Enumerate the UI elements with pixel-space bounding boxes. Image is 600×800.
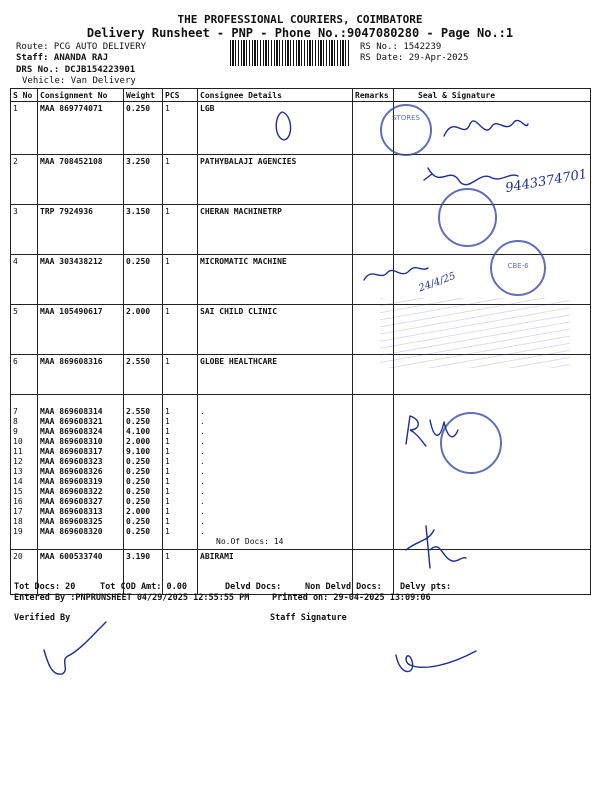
col-pcs: PCS bbox=[163, 89, 198, 102]
seal-stamp-icon: CBE-6 bbox=[490, 240, 546, 296]
cell-consignment: MAA 869608316 bbox=[38, 355, 124, 395]
col-consignee: Consignee Details bbox=[198, 89, 353, 102]
group-weight-list: 2.550 0.250 4.100 2.000 9.100 0.250 0.250 0.250 0.250 0.250 2.000 0.250 0.250 bbox=[124, 395, 163, 550]
signature-icon bbox=[420, 160, 520, 200]
cell-remarks bbox=[353, 155, 394, 205]
cell-pcs: 1 bbox=[163, 305, 198, 355]
cell-pcs: 1 bbox=[163, 255, 198, 305]
cell-consignee: ABIRAMI bbox=[198, 550, 353, 595]
cell-pcs: 1 bbox=[163, 550, 198, 595]
signature-icon bbox=[400, 520, 470, 575]
faded-stamp-icon bbox=[380, 298, 570, 368]
group-pcs-list: 1 1 1 1 1 1 1 1 1 1 1 1 1 bbox=[163, 395, 198, 550]
verifier-signature-icon bbox=[40, 620, 110, 680]
table-row bbox=[11, 550, 591, 595]
signature-icon bbox=[440, 110, 530, 150]
col-sno: S No bbox=[11, 89, 38, 102]
cell-consignment: MAA 105490617 bbox=[38, 305, 124, 355]
group-consignment-list: MAA 869608314 MAA 869608321 MAA 869608324 MAA 869608310 MAA 869608317 MAA 869608323 MAA 869608326 MAA 869608319 MAA 869608322 MAA 869608327 MAA 869608313 MAA 869608325 MAA 869608320 bbox=[38, 395, 124, 550]
delivery-points: Delvy pts: bbox=[400, 582, 452, 592]
col-remarks: Remarks bbox=[353, 89, 394, 102]
barcode-icon bbox=[230, 40, 350, 66]
cell-pcs: 1 bbox=[163, 102, 198, 155]
verified-by: Verified By bbox=[14, 613, 71, 623]
cell-consignee: PATHYBALAJI AGENCIES bbox=[198, 155, 353, 205]
cell-sno: 20 bbox=[11, 550, 38, 595]
staff-signature-icon bbox=[390, 625, 480, 685]
rs-number: RS No.: 1542239 bbox=[360, 42, 442, 52]
company-name: THE PROFESSIONAL COURIERS, COIMBATORE bbox=[177, 13, 423, 26]
cell-pcs: 1 bbox=[163, 205, 198, 255]
cell-pcs: 1 bbox=[163, 355, 198, 395]
handwritten-phone: 9443374701 bbox=[504, 166, 589, 197]
no-of-docs: No.Of Docs: 14 bbox=[216, 537, 284, 546]
runsheet-title: Delivery Runsheet - PNP - Phone No.:9047080280 - Page No.:1 bbox=[86, 26, 514, 40]
cell-sno: 4 bbox=[11, 255, 38, 305]
signature-icon bbox=[400, 410, 460, 450]
route: Route: PCG AUTO DELIVERY bbox=[16, 42, 147, 52]
drs-number: DRS No.: DCJB154223901 bbox=[16, 65, 136, 75]
group-sno-list: 7 8 9 10 11 12 13 14 15 16 17 18 19 bbox=[11, 395, 38, 550]
cell-consignee: LGB bbox=[198, 102, 353, 155]
table-header bbox=[11, 89, 591, 102]
cell-remarks bbox=[353, 205, 394, 255]
col-seal: Seal & Signature bbox=[394, 89, 591, 102]
cell-consignment: MAA 708452108 bbox=[38, 155, 124, 205]
cell-weight: 0.250 bbox=[124, 255, 163, 305]
seal-stamp-icon: STORES bbox=[380, 104, 432, 156]
cell-consignee: CHERAN MACHINETRP bbox=[198, 205, 353, 255]
printed-on: Printed on: 29-04-2025 13:09:06 bbox=[272, 593, 431, 603]
staff-signature-label: Staff Signature bbox=[270, 613, 347, 623]
cell-sno: 5 bbox=[11, 305, 38, 355]
cell-weight: 0.250 bbox=[124, 102, 163, 155]
group-consignee-dots: . . . . . . . . . . . . . No.Of Docs: 14 bbox=[198, 395, 353, 550]
signature-icon bbox=[360, 258, 430, 288]
cell-weight: 3.150 bbox=[124, 205, 163, 255]
non-delivered-docs: Non Delvd Docs: bbox=[305, 582, 382, 592]
cell-weight: 2.550 bbox=[124, 355, 163, 395]
cell-sno: 2 bbox=[11, 155, 38, 205]
cell-consignee: SAI CHILD CLINIC bbox=[198, 305, 353, 355]
total-docs: Tot Docs: 20 bbox=[14, 582, 76, 592]
col-weight: Weight bbox=[124, 89, 163, 102]
cell-consignee: MICROMATIC MACHINE bbox=[198, 255, 353, 305]
cell-consignment: TRP 7924936 bbox=[38, 205, 124, 255]
col-consignment: Consignment No bbox=[38, 89, 124, 102]
entered-by: Entered By :PNPRUNSHEET 04/29/2025 12:55:55 PM bbox=[14, 593, 250, 603]
staff: Staff: ANANDA RAJ bbox=[16, 53, 109, 63]
rs-date: RS Date: 29-Apr-2025 bbox=[360, 53, 469, 63]
delivered-docs: Delvd Docs: bbox=[225, 582, 282, 592]
cell-sno: 3 bbox=[11, 205, 38, 255]
cell-pcs: 1 bbox=[163, 155, 198, 205]
total-cod: Tot COD Amt: 0.00 bbox=[100, 582, 187, 592]
cell-consignment: MAA 600533740 bbox=[38, 550, 124, 595]
signature-mark-icon bbox=[270, 108, 300, 148]
cell-sno: 1 bbox=[11, 102, 38, 155]
vehicle: Vehicle: Van Delivery bbox=[22, 76, 136, 86]
cell-weight: 2.000 bbox=[124, 305, 163, 355]
handwritten-date: 24/4/25 bbox=[417, 270, 458, 295]
cell-weight: 3.250 bbox=[124, 155, 163, 205]
cell-remarks bbox=[353, 395, 394, 550]
cell-consignee: GLOBE HEALTHCARE bbox=[198, 355, 353, 395]
table-row-group bbox=[11, 395, 591, 550]
cell-sno: 6 bbox=[11, 355, 38, 395]
cell-consignment: MAA 303438212 bbox=[38, 255, 124, 305]
cell-weight: 3.190 bbox=[124, 550, 163, 595]
cell-consignment: MAA 869774071 bbox=[38, 102, 124, 155]
